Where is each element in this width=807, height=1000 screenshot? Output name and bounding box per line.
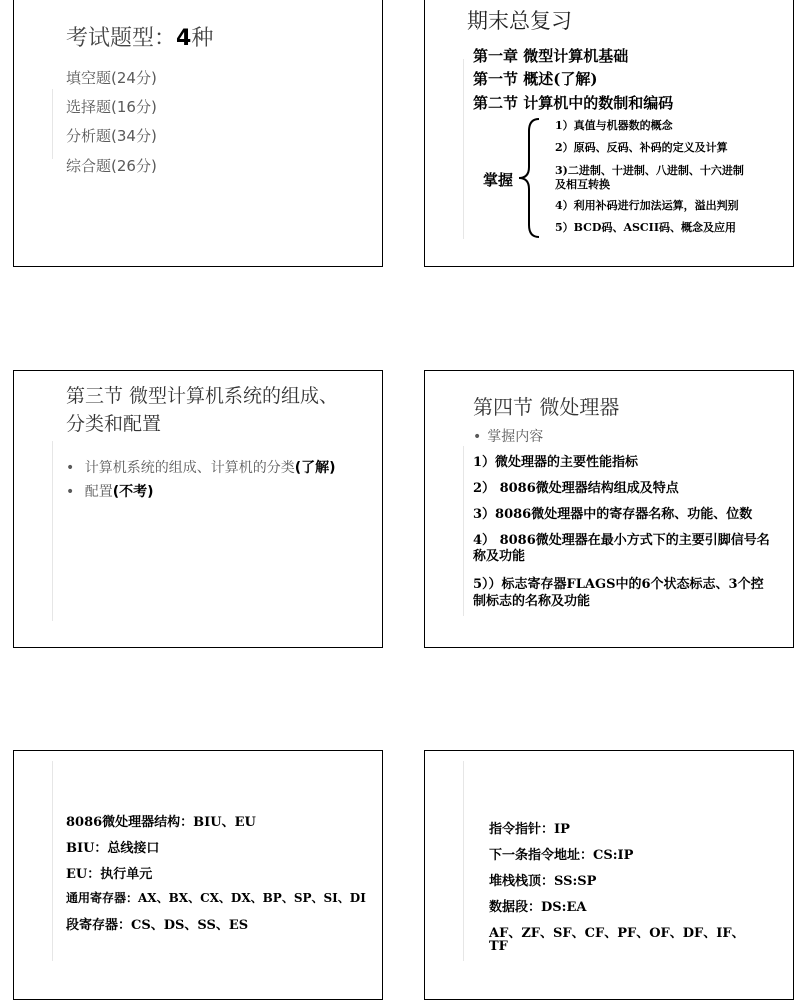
slide-title-line-2: 分类和配置 <box>66 413 162 435</box>
sub-item: 5）BCD码、ASCII码、概念及应用 <box>555 221 736 234</box>
slide-title: 第四节 微处理器 <box>473 395 620 419</box>
brace-icon <box>517 117 541 239</box>
slide-margin-mark <box>463 59 464 239</box>
bullet-item <box>66 481 154 501</box>
content-line: 4） 8086微处理器在最小方式下的主要引脚信号名 <box>473 533 770 548</box>
content-line: 1）微处理器的主要性能指标 <box>473 455 639 470</box>
bullet-item <box>66 457 336 477</box>
flags-line: AF、ZF、SF、CF、PF、OF、DF、IF、 <box>489 926 745 941</box>
slide-margin-mark <box>52 89 53 159</box>
slide-4 <box>424 370 794 648</box>
content-line: BIU：总线接口 <box>66 841 160 856</box>
slide-margin-mark <box>463 761 464 961</box>
sub-item: 4）利用补码进行加法运算，溢出判别 <box>555 199 739 212</box>
slide-title-line-1: 第三节 微型计算机系统的组成、 <box>66 385 339 407</box>
content-line: 数据段：DS:EA <box>489 900 587 915</box>
bullet-text: 计算机系统的组成、计算机的分类 <box>84 460 295 476</box>
slide-5 <box>13 750 383 1000</box>
slide-margin-mark <box>52 441 53 621</box>
list-item: 综合题(26分) <box>66 157 157 175</box>
content-line: 5））标志寄存器FLAGS中的6个状态标志、3个控 <box>473 577 764 592</box>
title-prefix: 考试题型： <box>66 26 177 51</box>
content-line: EU：执行单元 <box>66 867 153 882</box>
slide-1 <box>13 0 383 267</box>
bullet-note: (了解) <box>294 460 336 476</box>
bullet-item: • 掌握内容 <box>473 426 543 446</box>
slide-title: 期末总复习 <box>467 9 572 33</box>
list-item: 分析题(34分) <box>66 127 157 145</box>
content-line: 段寄存器：CS、DS、SS、ES <box>66 918 249 933</box>
slide-margin-mark <box>52 761 53 961</box>
section-line: 第二节 计算机中的数制和编码 <box>473 94 674 112</box>
content-line: 3）8086微处理器中的寄存器名称、功能、位数 <box>473 507 753 522</box>
bullet-note: (不考) <box>112 484 154 500</box>
content-line: 称及功能 <box>473 549 526 564</box>
content-line: 制标志的名称及功能 <box>473 594 591 609</box>
list-item: 填空题(24分) <box>66 69 157 87</box>
bullet-text: 配置 <box>84 484 113 500</box>
sub-item: 及相互转换 <box>555 178 610 191</box>
brace-label: 掌握 <box>483 171 514 189</box>
slide-2 <box>424 0 794 267</box>
list-item: 选择题(16分) <box>66 98 157 116</box>
sub-item: 2）原码、反码、补码的定义及计算 <box>555 141 728 154</box>
chapter-line: 第一章 微型计算机基础 <box>473 47 629 65</box>
slide-3 <box>13 370 383 648</box>
slide-6 <box>424 750 794 1000</box>
content-line: 8086微处理器结构：BIU、EU <box>66 815 256 830</box>
slide-title <box>66 21 213 52</box>
content-line: 堆栈栈顶：SS:SP <box>489 874 597 889</box>
section-line: 第一节 概述(了解) <box>473 70 598 88</box>
content-line: 指令指针：IP <box>489 822 570 837</box>
title-suffix: 种 <box>191 26 214 51</box>
content-line: 通用寄存器：AX、BX、CX、DX、BP、SP、SI、DI <box>66 891 366 905</box>
sub-item: 1）真值与机器数的概念 <box>555 119 673 132</box>
flags-line: TF <box>489 939 508 954</box>
title-number: 4 <box>176 26 192 51</box>
slide-margin-mark <box>463 446 464 616</box>
content-line: 下一条指令地址：CS:IP <box>489 848 634 863</box>
sub-item: 3)二进制、十进制、八进制、十六进制 <box>555 164 744 177</box>
content-line: 2） 8086微处理器结构组成及特点 <box>473 481 679 496</box>
